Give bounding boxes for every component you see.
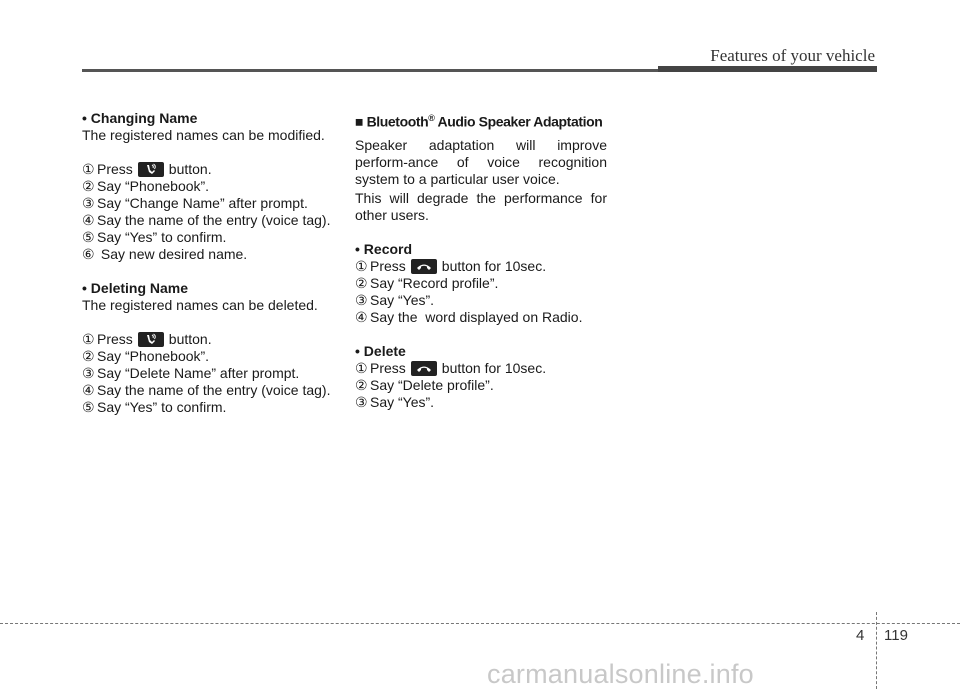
step-number: ⑤ xyxy=(82,399,95,415)
step-text: Press xyxy=(97,331,133,347)
step-text: Say “Yes”. xyxy=(370,291,435,308)
step-number: ② xyxy=(355,376,368,393)
step-number: ⑥ xyxy=(82,246,95,262)
step-text: Say “Yes” to confirm. xyxy=(97,229,227,245)
adaptation-description: Speaker adaptation will improve perform-ance of voice recognition system to a particular user voice. xyxy=(355,136,607,187)
changing-step-5 xyxy=(82,229,337,246)
record-step-4 xyxy=(355,309,607,326)
step-text: Say “Delete Name” after prompt. xyxy=(97,365,300,381)
step-number: ③ xyxy=(82,195,95,211)
step-number: ③ xyxy=(355,393,368,410)
delete-step-2 xyxy=(355,377,607,394)
step-number: ② xyxy=(82,348,95,364)
deleting-name-intro: The registered names can be deleted. xyxy=(82,297,318,313)
deleting-step-2 xyxy=(82,348,337,365)
step-text: Say the name of the entry (voice tag). xyxy=(97,382,331,398)
step-text: Say the name of the entry (voice tag). xyxy=(97,212,331,228)
record-step-2 xyxy=(355,275,607,292)
step-text: Say “Phonebook”. xyxy=(97,348,210,364)
step-number: ② xyxy=(82,178,95,194)
step-number: ③ xyxy=(355,291,368,308)
step-text-after: button for 10sec. xyxy=(441,359,547,376)
changing-step-4 xyxy=(82,212,337,229)
hang-up-icon xyxy=(411,361,437,376)
step-text: Say “Record profile”. xyxy=(370,274,499,291)
watermark: carmanualsonline.info xyxy=(487,659,754,689)
deleting-step-5 xyxy=(82,399,337,416)
deleting-step-1 xyxy=(82,331,337,348)
changing-name-intro: The registered names can be modified. xyxy=(82,127,325,143)
step-text: Say “Yes”. xyxy=(370,393,435,410)
header-rule-accent xyxy=(658,66,877,72)
record-step-3 xyxy=(355,292,607,309)
changing-step-3 xyxy=(82,195,337,212)
step-text: Press xyxy=(97,161,133,177)
section-marker: ■ xyxy=(355,113,364,130)
delete-step-3 xyxy=(355,394,607,411)
step-number: ② xyxy=(355,274,368,291)
section-title xyxy=(355,110,607,131)
step-text: Say new desired name. xyxy=(97,246,248,262)
step-text-after: button. xyxy=(168,161,212,177)
step-number: ③ xyxy=(82,365,95,381)
footer-divider xyxy=(876,612,877,689)
step-text: Say “Yes” to confirm. xyxy=(97,399,227,415)
section-title-rest: Audio Speaker Adaptation xyxy=(434,113,603,130)
deleting-name-heading: • Deleting Name xyxy=(82,280,189,296)
registered-mark: ® xyxy=(428,113,435,123)
step-text: Say “Phonebook”. xyxy=(97,178,210,194)
step-number: ④ xyxy=(355,308,368,325)
changing-name-heading: • Changing Name xyxy=(82,110,198,126)
step-number: ④ xyxy=(82,212,95,228)
page-header-title: Features of your vehicle xyxy=(710,46,875,65)
step-text: Press xyxy=(370,359,406,376)
step-number: ① xyxy=(355,257,368,274)
record-heading: • Record xyxy=(355,240,413,257)
step-text: Say the word displayed on Radio. xyxy=(370,308,583,325)
step-text: Press xyxy=(370,257,406,274)
section-title-brand: Bluetooth xyxy=(366,113,429,130)
step-number: ④ xyxy=(82,382,95,398)
step-text-after: button. xyxy=(168,331,212,347)
delete-heading: • Delete xyxy=(355,342,406,359)
deleting-step-4 xyxy=(82,382,337,399)
voice-talk-icon xyxy=(138,162,164,177)
record-step-1 xyxy=(355,258,607,275)
delete-step-1 xyxy=(355,360,607,377)
adaptation-warning: This will degrade the performance for other users. xyxy=(355,189,607,223)
step-number: ⑤ xyxy=(82,229,95,245)
voice-talk-icon xyxy=(138,332,164,347)
step-number: ① xyxy=(82,331,95,347)
step-text: Say “Change Name” after prompt. xyxy=(97,195,308,211)
chapter-number: 4 xyxy=(856,627,865,644)
changing-step-2 xyxy=(82,178,337,195)
page-number: 119 xyxy=(884,627,908,644)
changing-step-1 xyxy=(82,161,337,178)
step-number: ① xyxy=(82,161,95,177)
deleting-step-3 xyxy=(82,365,337,382)
hang-up-icon xyxy=(411,259,437,274)
right-column xyxy=(355,110,607,411)
step-text: Say “Delete profile”. xyxy=(370,376,494,393)
left-column xyxy=(82,110,337,416)
step-number: ① xyxy=(355,359,368,376)
footer-rule xyxy=(0,623,960,624)
changing-step-6 xyxy=(82,246,337,263)
step-text-after: button for 10sec. xyxy=(441,257,547,274)
